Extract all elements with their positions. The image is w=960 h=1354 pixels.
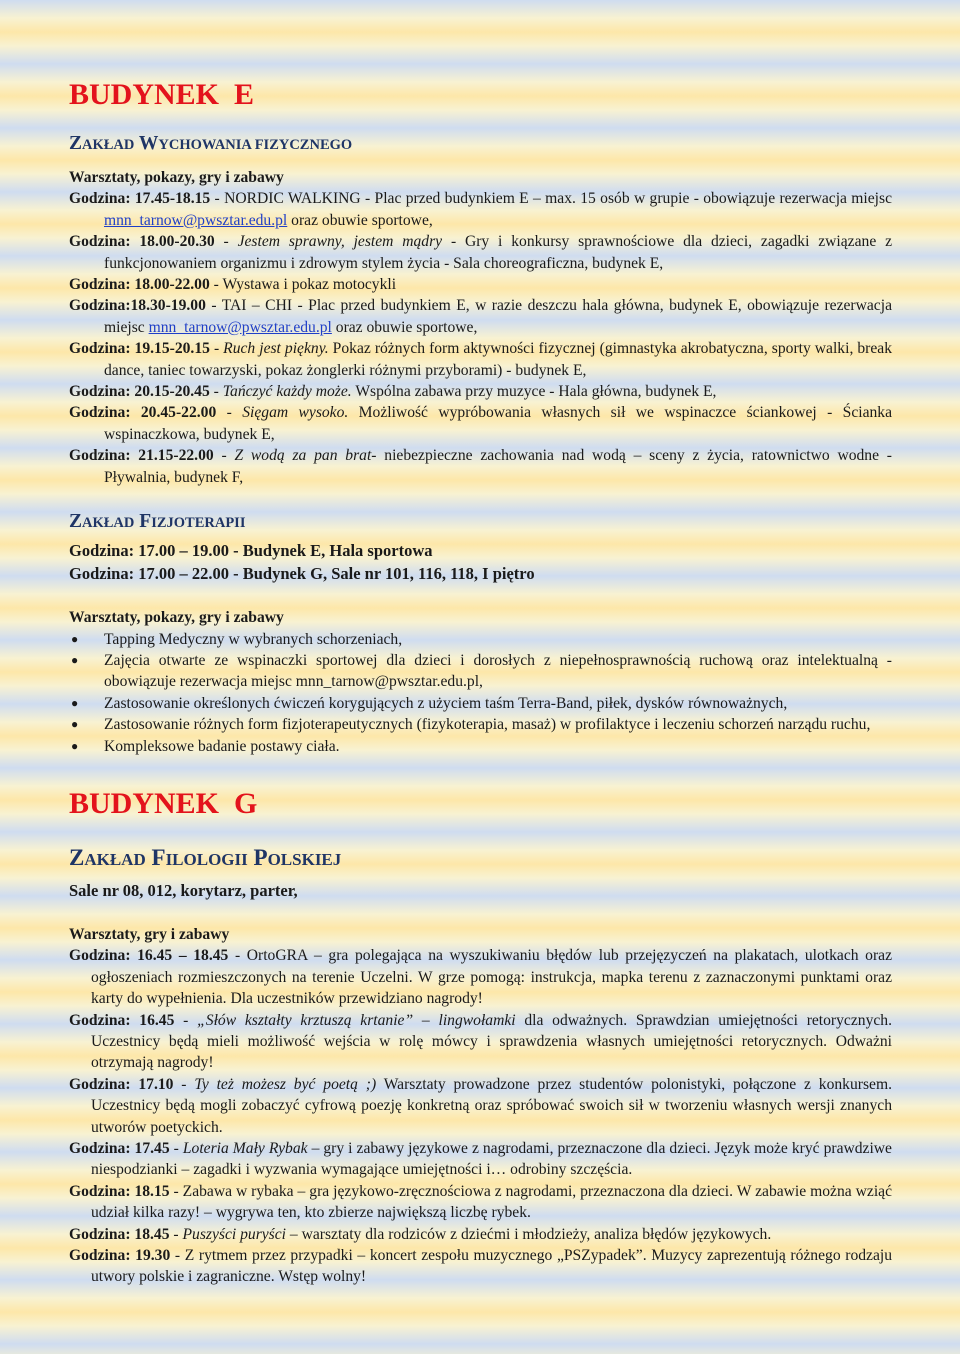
schedule-entry xyxy=(69,231,892,274)
entry-text: - Z rytmem przez przypadki – koncert zespołu muzycznego „PSZypadek”. Muzycy zaprezentują różnego rodzaju utwory polskie i zagraniczne. Wstęp wolny! xyxy=(91,1247,893,1286)
dept-rest: AKŁAD xyxy=(82,515,135,532)
entry-title: Puszyści puryści xyxy=(182,1225,287,1243)
dept-cap: F xyxy=(139,511,152,533)
entry-text: - xyxy=(213,447,235,465)
entry-text: - xyxy=(174,1011,198,1029)
list-item: ● Zastosowanie różnych form fizjoterapeutycznych (fizykoterapia, masaż) w profilaktyce i leczeniu schorzeń narządu ruchu, xyxy=(69,714,892,735)
bullet-dot-icon: ● xyxy=(71,631,79,646)
entry-text: - xyxy=(173,1075,195,1093)
entry-time: Godzina: 21.15-22.00 xyxy=(69,447,214,465)
entry-time: Godzina: 16.45 xyxy=(69,1011,175,1029)
entry-time: Godzina: 18.15 xyxy=(69,1182,170,1200)
schedule-entry xyxy=(69,1245,892,1288)
workshops-label-2: Warsztaty, pokazy, gry i zabawy xyxy=(69,609,284,627)
schedule-entry xyxy=(69,274,892,295)
hours-line-2: Godzina: 17.00 – 22.00 - Budynek G, Sale nr 101, 116, 118, I piętro xyxy=(69,564,535,584)
dept-rest: OLSKIEJ xyxy=(267,849,342,869)
dept-cap: W xyxy=(138,133,159,154)
entry-time: Godzina: 18.45 xyxy=(69,1225,170,1243)
entry-text-after: – gry i zabawy językowe z nagrodami, przeznaczone dla dzieci. Język może kryć prawdziwe niespodzianki – zagadki i wyzwania wymagające umiejętności i… odrobiny szczęścia. xyxy=(91,1140,892,1179)
bullet-dot-icon: ● xyxy=(71,717,79,732)
entry-time: Godzina:18.30-19.00 xyxy=(69,297,206,315)
entry-text-after: niebezpieczne zachowania nad wodą – sceny z życia, ratownictwo wodne - Pływalnia, budynek F, xyxy=(104,447,892,486)
schedule-entry xyxy=(69,1074,892,1138)
schedule-entry xyxy=(69,381,892,402)
schedule-list-e xyxy=(69,188,892,488)
entry-title: Jestem sprawny, jestem mądry xyxy=(237,233,443,251)
entry-title: Ty też możesz być poetą ;) xyxy=(194,1075,377,1093)
entry-text: - xyxy=(209,383,223,401)
dept-physiotherapy-heading xyxy=(69,510,892,535)
dept-polish-philology-heading xyxy=(69,845,892,873)
workshops-label-g: Warsztaty, gry i zabawy xyxy=(69,925,230,943)
schedule-entry xyxy=(69,295,892,338)
list-item: ● Zastosowanie określonych ćwiczeń korygujących z użyciem taśm Terra-Band, piłek, dysków równoważnych, xyxy=(69,693,892,714)
schedule-entry xyxy=(69,1224,892,1245)
schedule-entry xyxy=(69,402,892,445)
entry-title: Tańczyć każdy może. xyxy=(222,383,352,401)
entry-title: „Słów kształty krztuszą krtanie” – lingwołamki xyxy=(197,1011,516,1029)
entry-text: - Wystawa i pokaz motocykli xyxy=(209,276,397,294)
list-item: ● Tapping Medyczny w wybranych schorzeniach, xyxy=(69,629,892,650)
schedule-entry xyxy=(69,338,892,381)
building-g-title: BUDYNEK G xyxy=(69,786,258,820)
dept-rest: AKŁAD xyxy=(82,137,135,153)
dept-rest: AKŁAD xyxy=(84,849,146,869)
dept-cap: P xyxy=(253,844,268,870)
dept-rest: YCHOWANIA FIZYCZNEGO xyxy=(158,137,353,153)
entry-text-after: Warsztaty prowadzone przez studentów polonistyki, połączone z konkursem. Uczestnicy będą mogli zobaczyć cyfrową poezję konkretną oraz spróbować swoich sił w tworzeniu własnych wersji znanych utworów poetyckich. xyxy=(91,1075,892,1136)
list-item: ● Kompleksowe badanie postawy ciała. xyxy=(69,736,892,757)
entry-text: - TAI – CHI - Plac przed budynkiem E, w razie deszczu hala główna, budynek E, obowiązuje rezerwacja miejsc xyxy=(104,297,892,336)
entry-time: Godzina: 20.45-22.00 xyxy=(69,404,217,422)
entry-time: Godzina: 17.10 xyxy=(69,1075,174,1093)
schedule-entry xyxy=(69,1138,892,1181)
dept-cap: Z xyxy=(69,844,85,870)
entry-text: - Zabawa w rybaka – gra językowo-zręcznościowa z nagrodami, przeznaczona dla dzieci. W zabawie można wziąć udział kilka razy! – wygrywa ten, kto zbierze największą liczbę rybek. xyxy=(91,1182,893,1222)
schedule-entry xyxy=(69,445,892,488)
entry-time: Godzina: 18.00-20.30 xyxy=(69,233,215,251)
entry-text: - NORDIC WALKING - Plac przed budynkiem E – max. 15 osób w grupie - obowiązuje rezerwacja miejsc xyxy=(210,190,892,208)
entry-title: Sięgam wysoko. xyxy=(242,404,349,422)
schedule-list-g xyxy=(69,945,892,1288)
entry-text-after: – warsztaty dla rodziców z dziećmi i młodzieży, analiza błędów językowych. xyxy=(286,1225,772,1243)
schedule-entry xyxy=(69,1010,892,1074)
entry-time: Godzina: 17.45-18.15 xyxy=(69,190,211,208)
building-e-title: BUDYNEK E xyxy=(69,78,255,111)
entry-text: - xyxy=(209,340,224,358)
email-link[interactable]: mnn_tarnow@pwsztar.edu.pl xyxy=(104,211,288,229)
entry-time: Godzina: 18.00-22.00 xyxy=(69,276,210,294)
entry-text: - OrtoGRA – gra polegająca na wyszukiwaniu błędów lub przejęzyczeń na plakatach, ulotkach oraz ogłoszeniach rozmieszczonych na terenie Uczelni. W grze pomogą: instrukcja, mapka terenu z zaznaczonymi punktami oraz karty do wypełnienia. Dla uczestników przewidziano nagrody! xyxy=(91,947,892,1008)
entry-text-after: Wspólna zabawa przy muzyce - Hala główna, budynek E, xyxy=(351,383,717,401)
dept-rest: ILOLOGII xyxy=(165,849,248,869)
entry-title: Ruch jest piękny. xyxy=(223,340,329,358)
entry-text-after: Możliwość wypróbowania własnych sił we wspinaczce ściankowej - Ścianka wspinaczkowa, budynek E, xyxy=(104,404,893,443)
entry-text: - xyxy=(169,1225,183,1243)
dept-cap: F xyxy=(151,844,166,870)
entry-text-after: dla odważnych. Sprawdzian umiejętności retorycznych. Uczestnicy będą mieli możliwość wejścia w rolę mówcy i sprawdzenia własnych umiejętności retorycznych. Odważni otrzymają nagrody! xyxy=(91,1011,892,1072)
entry-time: Godzina: 17.45 xyxy=(69,1140,170,1157)
schedule-entry xyxy=(69,1181,892,1224)
schedule-entry xyxy=(69,188,892,231)
entry-title: Z wodą za pan brat- xyxy=(234,447,377,465)
dept-cap: Z xyxy=(69,133,83,154)
bullet-dot-icon: ● xyxy=(71,695,79,710)
bullet-dot-icon: ● xyxy=(71,652,79,667)
entry-text-after: Pokaz różnych form aktywności fizycznej (gimnastyka akrobatyczna, sporty walki, break dance, taniec towarzyski, pokaz żonglerki różnymi przyborami) - budynek E, xyxy=(104,340,892,379)
rooms-line: Sale nr 08, 012, korytarz, parter, xyxy=(69,880,298,900)
physio-bullet-list xyxy=(69,629,892,757)
entry-text: - xyxy=(169,1140,183,1157)
entry-title: Loteria Mały Rybak xyxy=(182,1140,308,1157)
dept-rest: IZJOTERAPII xyxy=(151,515,246,532)
dept-cap: Z xyxy=(69,511,83,533)
entry-text-after: oraz obuwie sportowe, xyxy=(287,211,433,229)
entry-time: Godzina: 19.15-20.15 xyxy=(69,340,210,358)
schedule-entry xyxy=(69,945,892,1009)
list-item: ● Zajęcia otwarte ze wspinaczki sportowej dla dzieci i dorosłych z niepełnosprawnością ruchową oraz intelektualną - obowiązuje rezerwacja miejsc mnn_tarnow@pwsztar.edu.pl, xyxy=(71,651,892,691)
bullet-dot-icon: ● xyxy=(71,738,79,753)
entry-time: Godzina: 20.15-20.45 xyxy=(69,383,210,401)
entry-time: Godzina: 19.30 xyxy=(69,1247,171,1265)
hours-line-1: Godzina: 17.00 – 19.00 - Budynek E, Hala sportowa xyxy=(69,541,433,561)
entry-text-after: - Gry i konkursy sprawnościowe dla dzieci, zagadki związane z funkcjonowaniem organizmu i zdrowym stylem życia - Sala choreograficzna, budynek E, xyxy=(104,233,892,272)
entry-text-after: oraz obuwie sportowe, xyxy=(331,318,478,336)
entry-text: - xyxy=(214,233,238,251)
workshops-label: Warsztaty, pokazy, gry i zabawy xyxy=(69,169,284,186)
entry-text: - xyxy=(216,404,243,422)
dept-physical-education-heading xyxy=(69,132,892,157)
entry-time: Godzina: 16.45 – 18.45 xyxy=(69,947,229,965)
email-link[interactable]: mnn_tarnow@pwsztar.edu.pl xyxy=(148,318,332,336)
